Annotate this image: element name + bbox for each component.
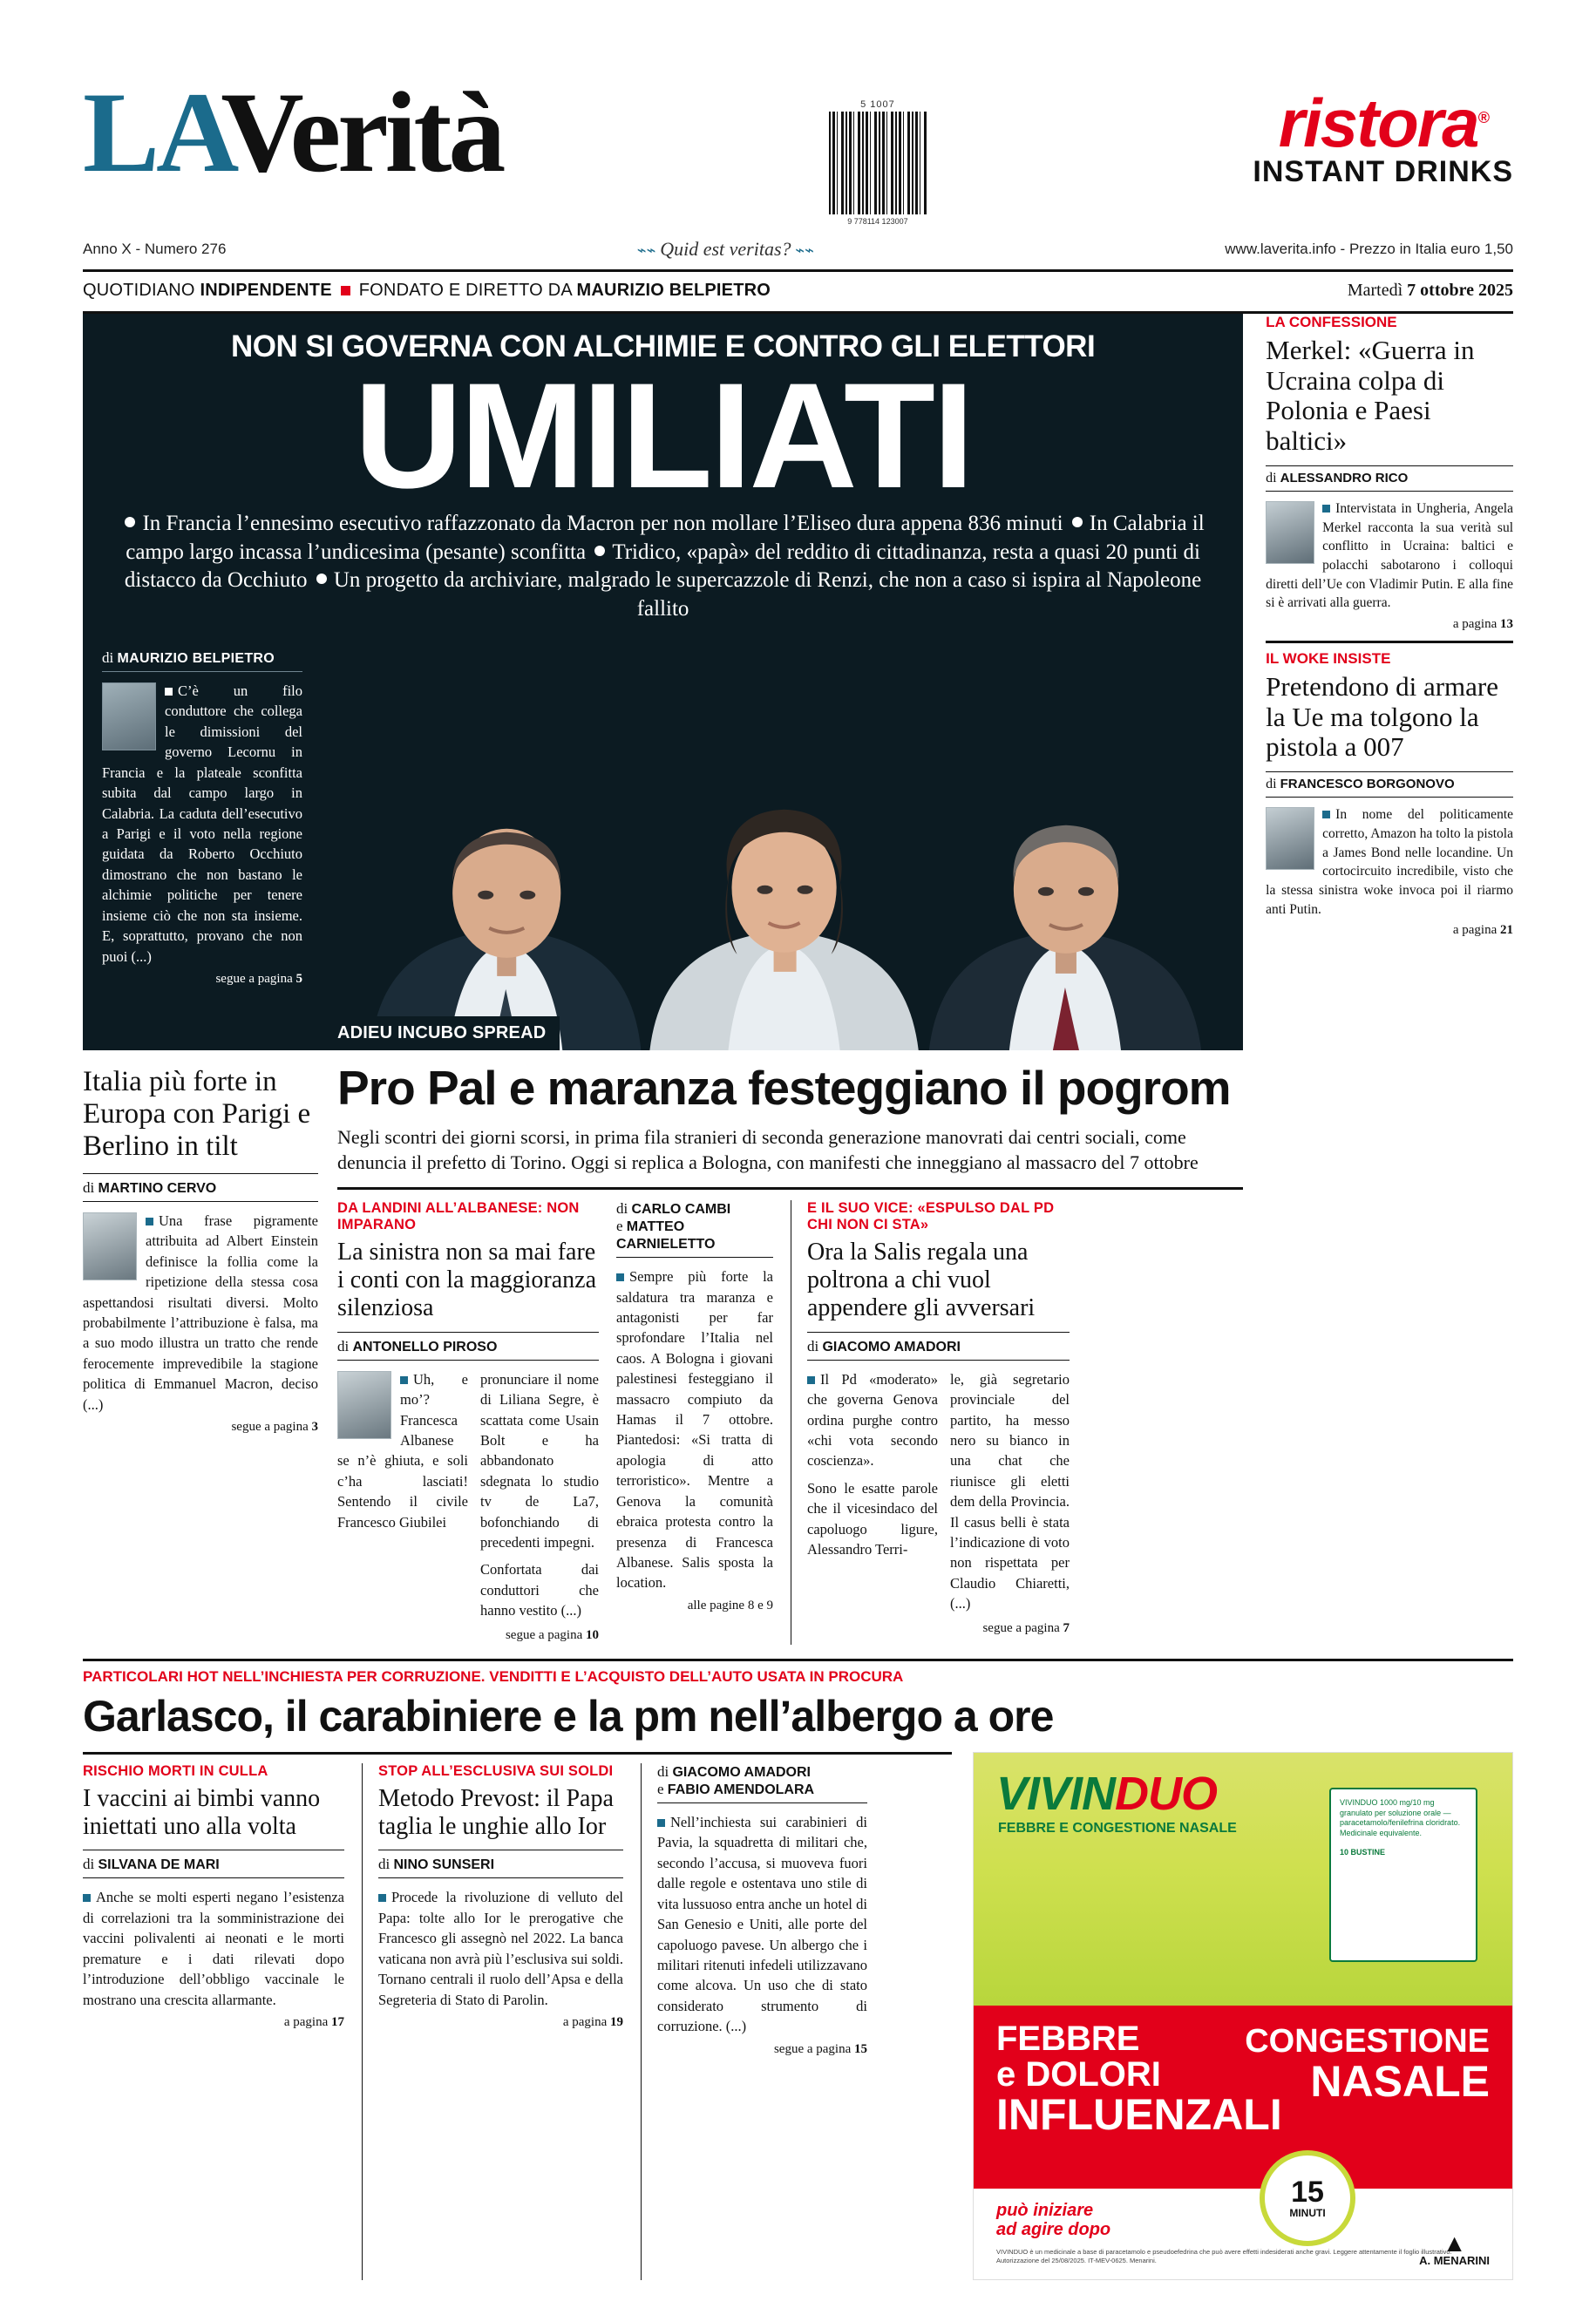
merkel-text [1266,499,1513,613]
left-column [83,314,1243,1645]
ior-byline [378,1850,623,1878]
byline-author: SILVANA DE MARI [98,1857,220,1873]
sub-masthead [83,272,1513,311]
vivinduo-advert [973,1752,1513,2280]
independent-label: INDIPENDENTE [200,281,332,300]
page-number: 21 [1500,923,1513,938]
byline-prefix: di [657,1763,673,1781]
lead-summary-3: Tridico, «papà» del reddito di cittadinanza, resta a quasi 20 punti di distacco da Occhiuto [124,540,1200,593]
advert-brand-2: DUO [1115,1768,1218,1821]
byline-author-1: CARLO CAMBI [631,1202,731,1218]
paragraph-marker-icon [1322,811,1330,818]
italia-article [83,1050,318,1645]
landini-text-cols [337,1369,599,1645]
byline-author: ANTONELLO PIROSO [352,1339,498,1354]
paragraph-marker-icon [83,1894,91,1902]
byline-prefix: di [83,1856,98,1873]
merkel-kicker: LA CONFESSIONE [1266,314,1397,330]
lead-kicker: NON SI GOVERNA CON ALCHIMIE E CONTRO GLI ELETTORI [230,329,1096,363]
propal-headline: Pro Pal e maranza festeggiano il pogrom [337,1061,1231,1116]
garlasco-byline [657,1763,867,1803]
issue-number: Anno X - Numero 276 [83,241,227,257]
landini-article [337,1200,599,1645]
page-prefix: a pagina [1452,617,1500,631]
ior-page [378,2015,623,2030]
ristora-brand [1253,85,1513,161]
advert-company-logo [1419,2230,1490,2268]
salis-article [791,1200,1070,1645]
salis-kicker: E IL SUO VICE: «ESPULSO DAL PD CHI NON CI STA» [807,1200,1055,1233]
continue-page: 15 [854,2041,867,2056]
salis-title: Ora la Salis regala una poltrona a chi vuol appendere gli avversari [807,1239,1036,1322]
byline-author: MAURIZIO BELPIETRO [117,651,275,667]
byline-prefix: di [337,1337,353,1354]
landini-body-a: Uh, e mo’? Francesca Albanese se n’è ghiuta, e soli c’ha lasciati! Sentendo il civile Francesco Giubilei [337,1370,468,1531]
salis-text-b [950,1369,1070,1638]
advert-top [974,1753,1512,2006]
salis-body-b: Sono le esatte parole che il vicesindaco del capoluogo ligure, Alessandro Terri- [807,1479,938,1558]
cambi-byline [616,1200,773,1258]
author-photo [337,1371,391,1439]
byline-author: ALESSANDRO RICO [1280,470,1409,485]
bottom-columns [83,1752,952,2280]
vaccini-byline [83,1850,344,1878]
merkel-page [1266,617,1513,632]
ior-title: Metodo Prevost: il Papa taglia le unghie allo Ior [378,1785,614,1841]
ior-text [378,1887,623,2010]
advert-badge-unit: MINUTI [1289,2207,1326,2220]
salis-body-a: Il Pd «moderato» che governa Genova ordina purghe contro «chi vota secondo coscienza». [807,1370,938,1470]
bullet-icon [125,517,135,527]
bullet-icon [316,574,327,584]
advert-right-lines [1245,2023,1490,2106]
propal-area [337,1050,1243,1645]
author-photo [1266,807,1314,870]
lead-opinion-text [102,681,302,967]
swirl-left-icon: ⌁⌁ [636,241,656,259]
lead-summary-2: In Calabria il campo largo incassa l’undicesima (pesante) sconfitta [126,512,1205,564]
byline-author-2: FABIO AMENDOLARA [667,1782,815,1798]
woke-byline [1266,771,1513,798]
advert-footer [974,2176,1512,2279]
merkel-body: Intervistata in Ungheria, Angela Merkel racconta la sua verità sul conflitto in Ucraina: baltici e polacchi sabotarono i colloqui diretti dell’Ue con Vladimir Putin. E alla fine si è arrivati alla guerra. [1266,500,1513,611]
landini-continue [480,1626,599,1645]
website-price: www.laverita.info - Prezzo in Italia euro 1,50 [1225,241,1513,257]
paragraph-marker-icon [146,1218,153,1225]
page-number: 19 [610,2014,623,2029]
lower-left-area [83,1050,1243,1645]
cambi-pages: alle pagine 8 e 9 [687,1598,773,1612]
ristora-tagline: INSTANT DRINKS [1253,155,1513,189]
italia-continue [83,1420,318,1435]
salis-body-c: le, già segretario provinciale del partito, ha messo nero su bianco in una chat che riunisce gli eletti dem della Provincia. Il casus belli è stata l’indicazione di voto non rispettata per Claudio Chiaretti, (...) [950,1370,1070,1612]
vaccini-page [83,2015,344,2030]
page-prefix: a pagina [1452,923,1500,938]
red-square-icon [341,286,350,295]
salis-byline [807,1332,1070,1361]
logo-la: LA [83,68,221,196]
continue-prefix: segue a pagina [773,2041,854,2056]
author-photo [102,682,156,750]
woke-body: In nome del politicamente corretto, Amazon ha tolto la pistola a James Bond nelle locandine. Un cortocircuito incredibile, visto che la stessa sinistra woke invoca poi il riarmo anti Putin. [1266,807,1513,917]
lead-continue [102,972,302,987]
vaccini-body: Anche se molti esperti negano l’esistenza di correlazioni tra la somministrazione dei vaccini polivalenti ai neonati e le morti premature e i dati rilevati dopo l’introduzione dell’obbligo vaccinale le mostrano una crescita allarmante. [83,1889,344,2008]
motto: Quid est veritas? [660,238,791,260]
byline-author: MARTINO CERVO [98,1180,217,1196]
product-box [1329,1788,1477,1962]
landini-title: La sinistra non sa mai fare i conti con la maggioranza silenziosa [337,1239,596,1322]
right-divider [1266,641,1513,643]
lead-summary-4: Un progetto da archiviare, malgrado le supercazzole di Renzi, che non a caso si ispira al Napoleone fallito [333,568,1202,621]
advert-legal-text: VIVINDUO è un medicinale a base di paracetamolo e pseudoefedrina che può avere effetti indesiderati anche gravi. Leggere attentamente il foglio illustrativo. Autorizzazione del 25/08/2025. IT-MEV-0625. Menarini. [996,2248,1452,2265]
ior-article [362,1763,623,2280]
barcode-bars [829,112,927,214]
vaccini-title: I vaccini ai bimbi vanno iniettati uno alla volta [83,1785,321,1841]
italia-byline [83,1173,318,1202]
lead-byline [102,649,302,672]
landini-kicker: DA LANDINI ALL’ALBANESE: NON IMPARANO [337,1200,580,1233]
paragraph-marker-icon [616,1273,624,1281]
woke-kicker: IL WOKE INSISTE [1266,650,1391,667]
registered-icon: ® [1477,109,1488,126]
byline-prefix: di [1266,777,1280,792]
merkel-title: Merkel: «Guerra in Ucraina colpa di Polonia e Paesi baltici» [1266,335,1475,457]
salis-text-cols [807,1369,1070,1638]
landini-body-b: pronunciare il nome di Liliana Segre, è scattata come Usain Bolt e ha abbandonato sdegnata lo studio tv de La7, bofonchiando di precedenti impegni. [480,1370,599,1551]
woke-title: Pretendono di armare la Ue ma tolgono la pistola a 007 [1266,671,1499,763]
publication-line [83,281,771,301]
ior-body: Procede la rivoluzione di velluto del Papa: tolte allo Ior le prerogative che Francesco gli assegnò nel 2022. La banca vaticana non avrà più l’esclusiva sui soldi. Tornano centrali il ruolo dell’Apsa e della Segreteria di Stato di Parolin. [378,1889,623,2008]
continue-prefix: segue a pagina [982,1620,1063,1635]
author-photo [1266,501,1314,564]
woke-page [1266,923,1513,938]
vaccini-kicker: RISCHIO MORTI IN CULLA [83,1763,268,1780]
garlasco-column [641,1763,867,2280]
woke-text [1266,805,1513,919]
director-name: MAURIZIO BELPIETRO [576,281,771,300]
page-footer-space [83,2280,1513,2315]
info-line [83,226,1513,269]
lead-headline: UMILIATI [354,352,972,519]
paragraph-marker-icon [657,1819,665,1827]
propal-summary: Negli scontri dei giorni scorsi, in prima fila stranieri di seconda generazione manovrati dai centri sociali, come denuncia il prefetto di Torino. Oggi si replica a Bologna, con manifesti che inneggiano al massacro del 7 ottobre [337,1126,1199,1174]
newspaper-logo [83,68,503,196]
merkel-byline [1266,465,1513,492]
continue-prefix: segue a pagina [505,1627,586,1642]
product-box-qty: 10 BUSTINE [1340,1847,1386,1857]
product-box-desc: VIVINDUO 1000 mg/10 mg granulato per soluzione orale — paracetamolo/fenilefrina cloridrato. Medicinale equivalente. [1340,1798,1461,1838]
product-box-text [1331,1789,1476,1866]
continue-prefix: segue a pagina [215,971,296,986]
landini-body-c: Confortata dai conduttori che hanno vestito (...) [480,1561,599,1619]
paragraph-marker-icon [1322,505,1330,513]
cambi-article [616,1200,773,1645]
byline-author: NINO SUNSERI [393,1857,495,1873]
byline-author-1: GIACOMO AMADORI [672,1765,811,1781]
founded-label: FONDATO E DIRETTO DA [358,281,577,300]
advert-brand-1: VIVIN [996,1768,1116,1821]
byline-author-2: MATTEO CARNIELETTO [616,1219,716,1253]
lead-summary-1: In Francia l’ennesimo esecutivo raffazzonato da Macron per non mollare l’Eliseo dura appena 836 minuti [142,512,1063,536]
garlasco-col-continue [657,2042,867,2057]
bullet-icon [1072,517,1083,527]
lead-opinion-body: C’è un filo conduttore che collega le dimissioni del governo Lecornu in Francia e la plateale sconfitta subita dal campo largo in Calabria. La caduta dell’esecutivo a Parigi e il voto nella regione guidata da Roberto Occhiuto dimostrano che non bastano le alchimie politiche per tenere insieme ciò che non sta insieme. E, soprattutto, provano che non puoi (...) [102,682,302,965]
continue-page: 3 [311,1420,318,1435]
garlasco-headline: Garlasco, il carabiniere e la pm nell’albergo a ore [83,1692,1054,1741]
barcode-text: 9 778114 123007 [847,217,908,226]
byline-prefix: di [1266,470,1280,485]
garlasco-kicker: PARTICOLARI HOT NELL’INCHIESTA PER CORRUZIONE. VENDITTI E L’ACQUISTO DELL’AUTO USATA IN PROCURA [83,1668,904,1686]
italia-text [83,1211,318,1415]
lead-photo [318,641,1243,1050]
advert-time-badge [1260,2150,1355,2246]
continue-prefix: segue a pagina [231,1420,312,1435]
byline-prefix: di [616,1200,632,1218]
lead-summary [83,510,1243,641]
advert-left-line-2: e DOLORI [996,2054,1161,2094]
italia-body: Una frase pigramente attribuita ad Albert Einstein definisce la follia come la ripetizione della stessa cosa aspettandosi risultati diversi. Molto probabilmente l’attribuzione è falsa, ma a suo modo illustra un tratto che rende ferocemente imprevedibile la stagione politica di Emmanuel Macron, deciso (...) [83,1212,318,1413]
byline-prefix: di [83,1178,98,1196]
byline-prefix: di [378,1856,394,1873]
page-prefix: a pagina [283,2014,331,2029]
right-column [1266,314,1513,1645]
politicians-photo-illustration [318,641,1243,1050]
page-number: 17 [331,2014,344,2029]
menarini-mark-icon: ▲ [1442,2230,1467,2257]
garlasco-band [83,1659,1513,1752]
advert-right-line-2: NASALE [1310,2056,1490,2106]
byline-author: FRANCESCO BORGONOVO [1280,777,1455,792]
barcode [829,99,927,226]
byline-and: e [657,1781,668,1798]
ristora-brand-text: ristora [1278,85,1478,161]
lead-opinion-column [83,641,318,1050]
advert-claim [996,2201,1490,2239]
bottom-area [83,1752,1513,2280]
date-weekday: Martedì [1347,281,1408,300]
advert-middle [974,2006,1512,2189]
advert-claim-1: può iniziare [996,2201,1094,2221]
landini-text-a [337,1369,468,1645]
advert-company-name: A. MENARINI [1419,2254,1490,2268]
lead-body [83,641,1243,1050]
advert-subtitle: FEBBRE E CONGESTIONE NASALE [998,1821,1237,1836]
ristora-advert [1253,85,1513,189]
byline-and: e [616,1218,627,1235]
propal-subcolumns [337,1187,1243,1645]
garlasco-col-body: Nell’inchiesta sui carabinieri di Pavia, la squadretta di militari che, secondo l’accusa, si muoveva fuori dalle regole e ostentava uno stile di vita lussuoso entra anche un hotel di San Genesio e Uniti, alle porte del capoluogo pavese. Un albergo che i militari ritenuti infedeli utilizzavano come alcova. Un uso che di stato considerato strumento di corruzione. (...) [657,1814,867,2035]
landini-text-b [480,1369,599,1645]
advert-badge-number: 15 [1291,2176,1324,2210]
continue-page: 5 [295,971,302,986]
advert-left-line-3: INFLUENZALI [996,2089,1282,2139]
photo-subjects [318,641,1243,1050]
logo-verita: Verità [221,68,503,196]
page-prefix: a pagina [562,2014,610,2029]
masthead [83,0,1513,226]
page-number: 13 [1500,617,1513,631]
main-grid [83,314,1513,1645]
paragraph-marker-icon [165,688,173,696]
salis-continue [950,1619,1070,1638]
advert-left-line-1: FEBBRE [996,2020,1140,2059]
continue-page: 10 [586,1627,599,1642]
salis-text-a [807,1369,938,1638]
barcode-number: 5 1007 [860,99,895,110]
vaccini-article [83,1763,344,2280]
cambi-text [616,1266,773,1593]
date-value: 7 ottobre 2025 [1407,281,1513,300]
advert-right-line-1: CONGESTIONE [1245,2023,1490,2060]
motto-wrap [637,238,814,261]
garlasco-col-text [657,1812,867,2037]
ior-kicker: STOP ALL’ESCLUSIVA SUI SOLDI [378,1763,614,1780]
paragraph-marker-icon [400,1376,408,1384]
cambi-body: Sempre più forte la saldatura tra maranza e antagonisti per far sprofondare l’Italia nel caos. A Bologna i giovani palestinesi festeggiano il massacro compiuto da Hamas il 7 ottobre. Piantedosi: «Si tratta di apologia di atto terroristico». Mentre a Genova la comunità ebraica protesta contro la presenza di Francesca Albanese. Salis sposta la location. [616,1268,773,1592]
italia-title: Italia più forte in Europa con Parigi e Berlino in tilt [83,1066,311,1162]
lead-story [83,314,1243,1050]
adieu-label: ADIEU INCUBO SPREAD [318,1016,560,1050]
landini-byline [337,1332,599,1361]
quotidiano-label: QUOTIDIANO [83,281,200,300]
byline-prefix: di [102,649,118,667]
byline-prefix: di [807,1337,823,1354]
bullet-icon [594,546,605,556]
vaccini-text [83,1887,344,2010]
byline-author: GIACOMO AMADORI [822,1339,961,1354]
author-photo [83,1212,137,1280]
advert-claim-2: ad agire dopo [996,2220,1111,2240]
swirl-right-icon: ⌁⌁ [795,241,814,259]
continue-page: 7 [1063,1620,1070,1635]
date-line [1348,281,1513,301]
paragraph-marker-icon [807,1376,815,1384]
paragraph-marker-icon [378,1894,386,1902]
